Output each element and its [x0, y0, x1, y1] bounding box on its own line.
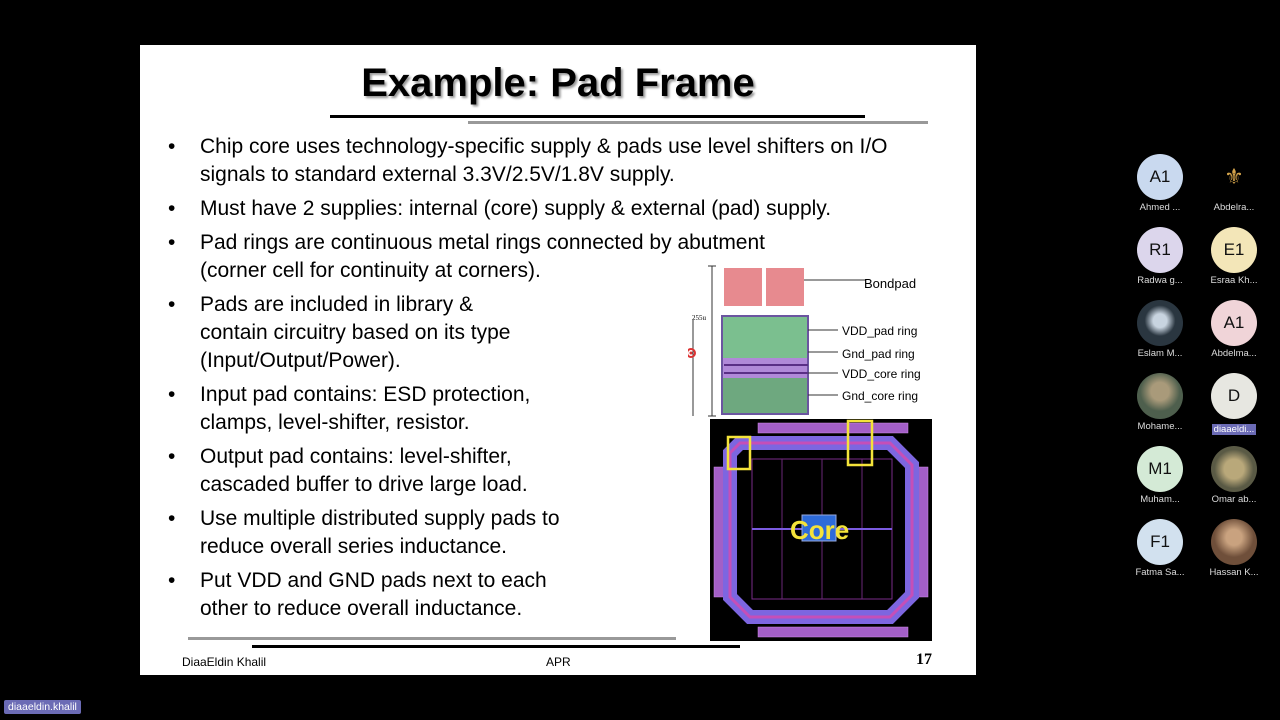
pad-ring-figure	[688, 260, 928, 420]
bullet-text: Use multiple distributed supply pads to reduce overall series inductance.	[200, 507, 560, 558]
bullet-text: Input pad contains: ESD protection, clamps, level-shifter, resistor.	[200, 383, 531, 434]
avatar: A1	[1137, 154, 1183, 200]
bullet-item	[168, 567, 600, 623]
bullet-item	[168, 291, 530, 375]
bullet-text: Chip core uses technology-specific supply & pads use level shifters on I/O signals to standard external 3.3V/2.5V/1.8V supply.	[200, 135, 888, 186]
participant-tile[interactable]	[1198, 300, 1270, 359]
participant-tile[interactable]	[1124, 446, 1196, 505]
vdd-pad-ring-label: VDD_pad ring	[842, 324, 918, 338]
avatar: A1	[1211, 300, 1257, 346]
participant-name: Esraa Kh...	[1210, 275, 1258, 286]
gnd-core-ring-label: Gnd_core ring	[842, 389, 919, 403]
participant-tile[interactable]	[1124, 519, 1196, 578]
avatar: M1	[1137, 446, 1183, 492]
chip-layout-figure	[710, 419, 932, 641]
presenter-name-badge: diaaeldin.khalil	[4, 700, 81, 714]
participant-name: Abdelra...	[1213, 202, 1255, 213]
bullet-text: Pad rings are continuous metal rings connected by abutment (corner cell for continuity at corners).	[200, 231, 766, 282]
bullet-text: Output pad contains: level-shifter, cascaded buffer to drive large load.	[200, 445, 528, 496]
presentation-slide	[140, 45, 976, 675]
participant-name: Ahmed ...	[1139, 202, 1181, 213]
avatar: E1	[1211, 227, 1257, 273]
title-underline	[330, 115, 865, 118]
footer-rule	[252, 645, 740, 648]
participant-name: Radwa g...	[1137, 275, 1183, 286]
participant-tile[interactable]	[1124, 373, 1196, 432]
participant-tile[interactable]	[1124, 154, 1196, 213]
footer-author: DiaaEldin Khalil	[182, 655, 267, 669]
participant-tile[interactable]	[1124, 227, 1196, 286]
bullet-text: Pads are included in library & contain circuitry based on its type (Input/Output/Power).	[200, 293, 511, 372]
bullet-item	[168, 195, 928, 223]
participant-tile[interactable]	[1198, 227, 1270, 286]
participant-tile[interactable]	[1198, 519, 1270, 578]
bullet-text: Must have 2 supplies: internal (core) supply & external (pad) supply.	[200, 197, 832, 220]
footer-rule-gray	[188, 637, 676, 640]
bullet-item	[168, 505, 600, 561]
title-underline-gray	[468, 121, 928, 124]
participant-tile[interactable]	[1198, 446, 1270, 505]
avatar: D	[1211, 373, 1257, 419]
avatar: ⚜	[1211, 154, 1257, 200]
avatar	[1211, 446, 1257, 492]
bullet-item	[168, 381, 580, 437]
participant-tile[interactable]	[1198, 373, 1270, 437]
bullet-text: Put VDD and GND pads next to each other to reduce overall inductance.	[200, 569, 547, 620]
bondpad-label: Bondpad	[864, 276, 917, 291]
dimension-label: 255u	[692, 314, 706, 322]
core-label: Core	[790, 515, 850, 545]
footer-center: APR	[546, 655, 571, 669]
bullet-item	[168, 133, 928, 189]
participant-name: Omar ab...	[1211, 494, 1257, 505]
avatar	[1137, 373, 1183, 419]
participant-tile[interactable]	[1124, 300, 1196, 359]
vdd-core-ring-label: VDD_core ring	[842, 367, 921, 381]
page-number: 17	[916, 651, 932, 668]
avatar: R1	[1137, 227, 1183, 273]
participant-name: Mohame...	[1137, 421, 1183, 432]
avatar	[1137, 300, 1183, 346]
gnd-pad-ring-label: Gnd_pad ring	[842, 347, 915, 361]
participant-name: Muham...	[1140, 494, 1180, 505]
participant-name: diaaeldi...	[1213, 424, 1255, 435]
avatar	[1211, 519, 1257, 565]
slide-title: Example: Pad Frame	[361, 61, 755, 105]
participant-name: Eslam M...	[1137, 348, 1183, 359]
participant-name: Fatma Sa...	[1135, 567, 1185, 578]
bullet-item	[168, 443, 580, 499]
participant-name: Abdelma...	[1211, 348, 1257, 359]
participant-name: Hassan K...	[1209, 567, 1259, 578]
participant-tile[interactable]	[1198, 154, 1270, 213]
avatar: F1	[1137, 519, 1183, 565]
